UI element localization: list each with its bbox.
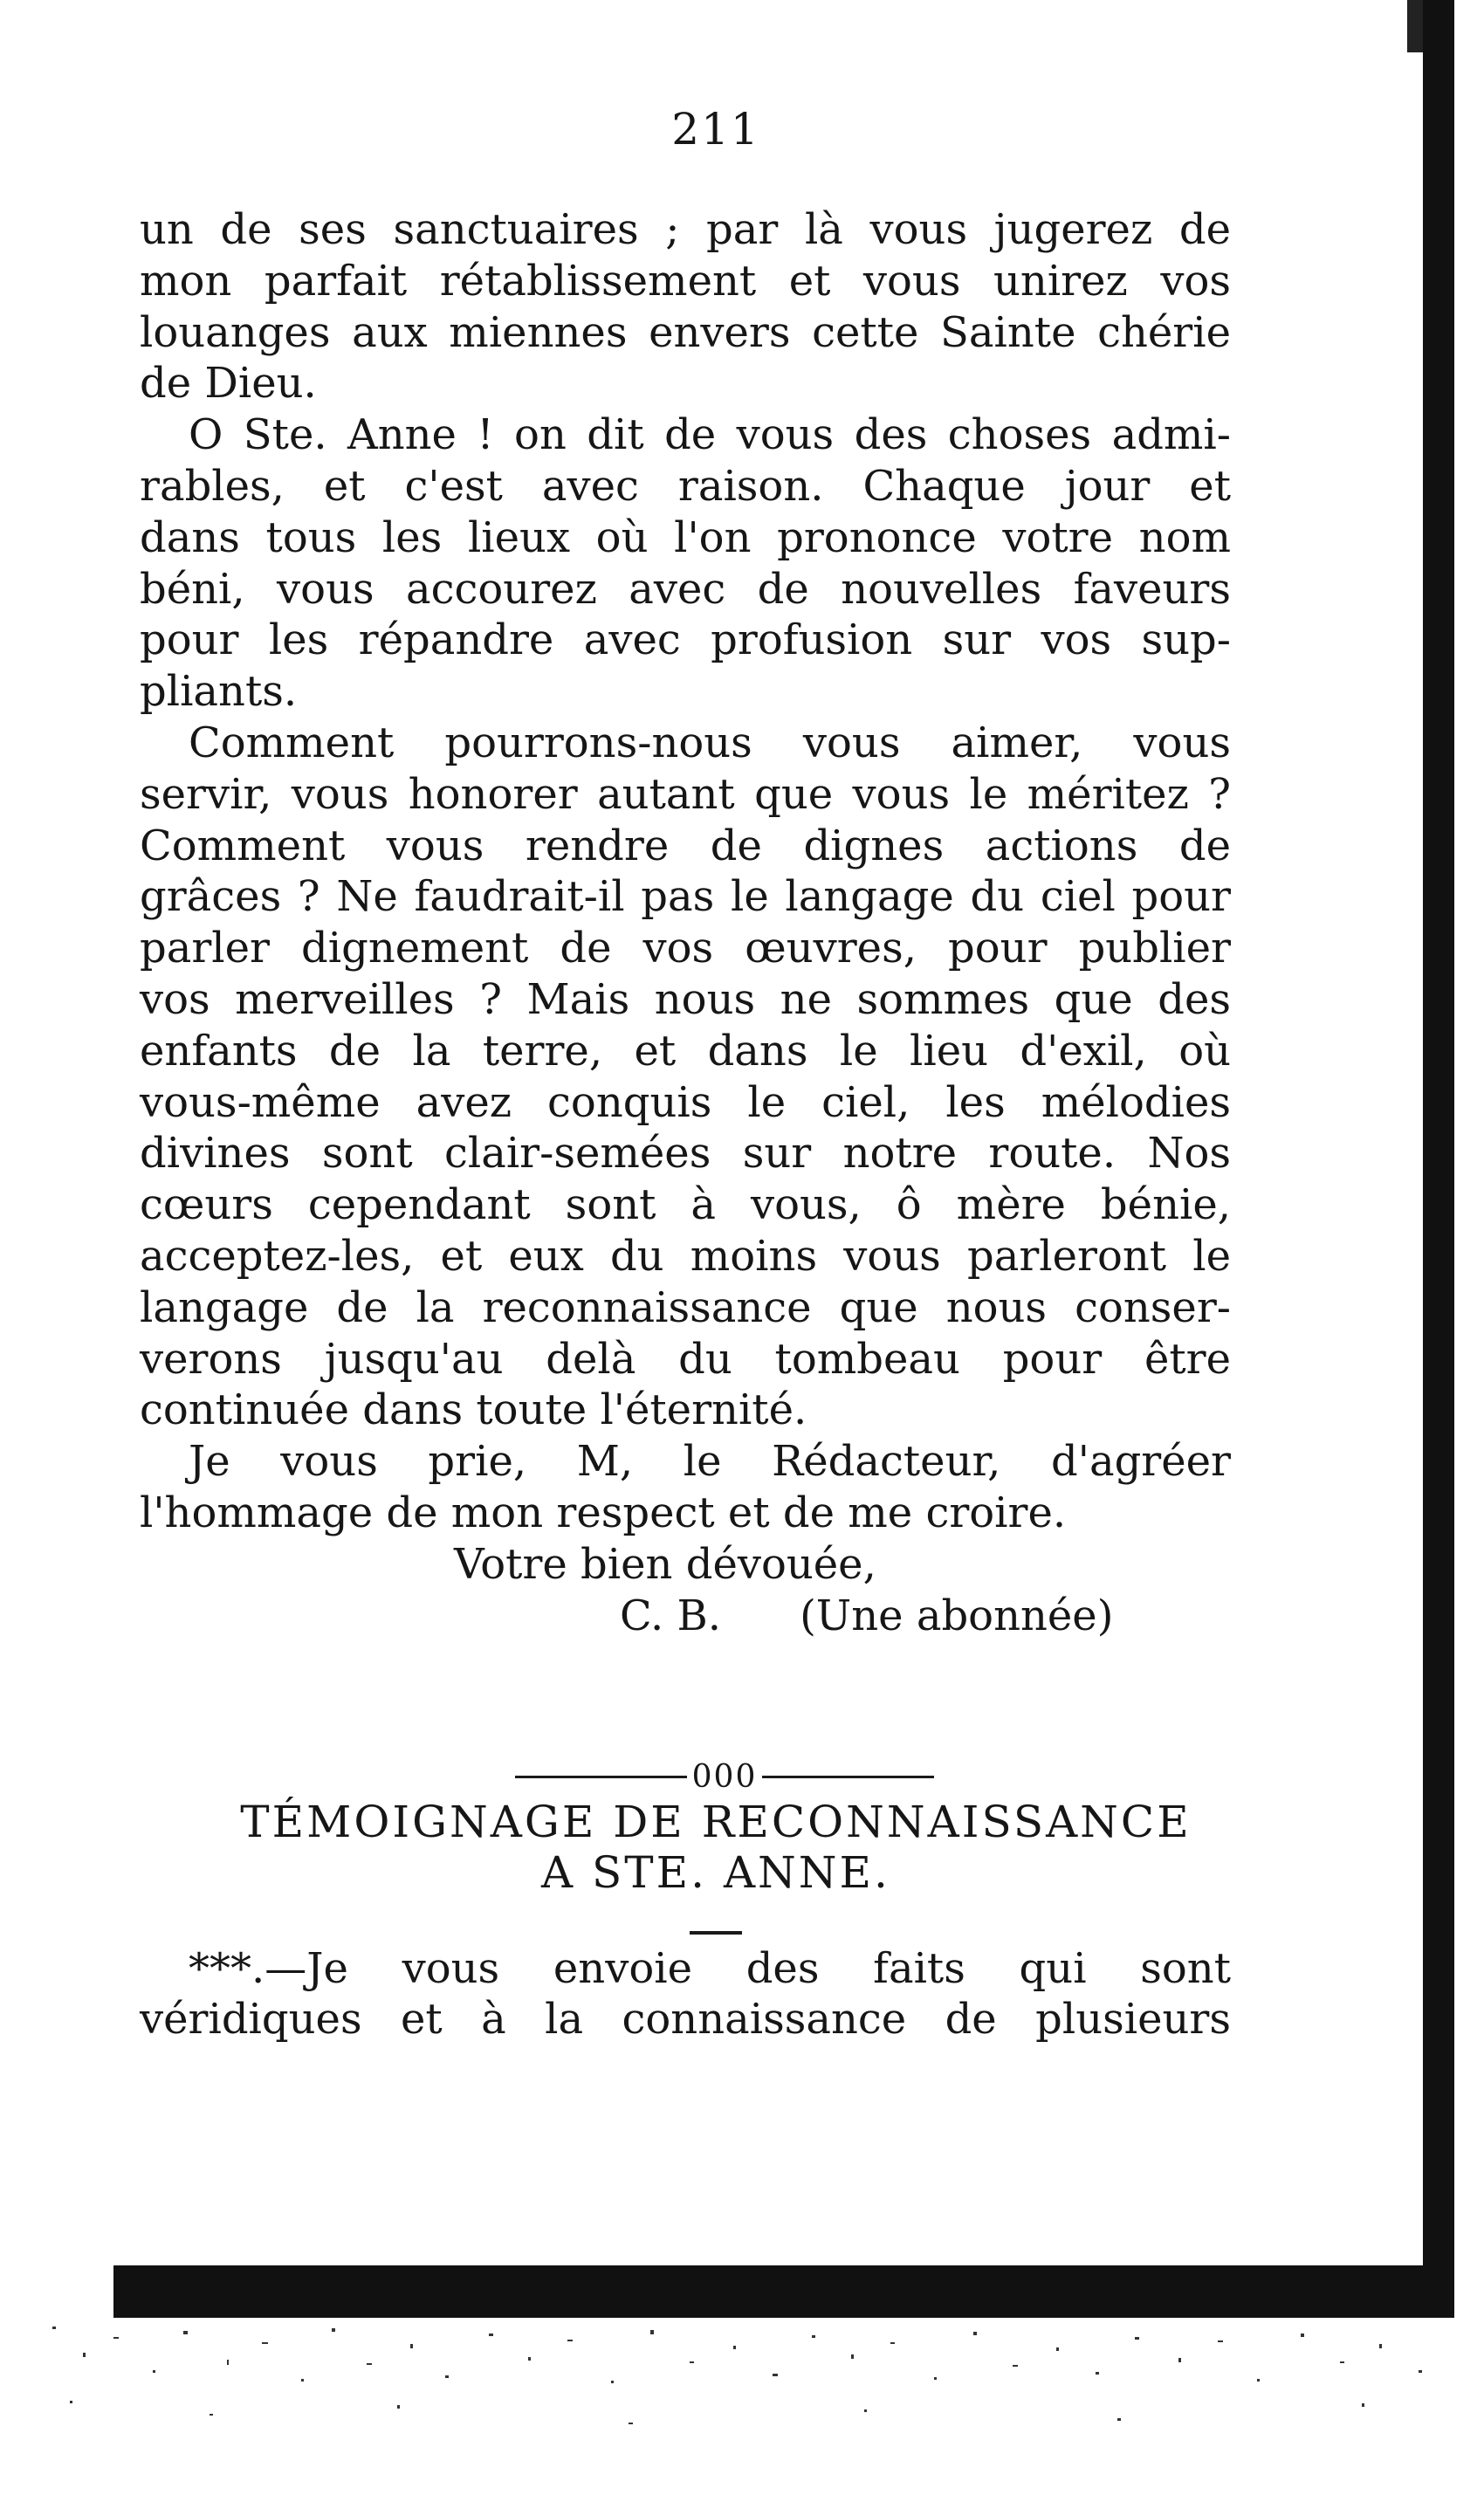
text-line: rables, et c'est avec raison. Chaque jour et xyxy=(140,461,1231,511)
next-article-text xyxy=(140,1943,1231,2045)
letter-paragraph-1 xyxy=(140,204,1231,409)
section-heading-line-1: TÉMOIGNAGE DE RECONNAISSANCE xyxy=(240,1797,1192,1847)
text-line: Comment pourrons-nous vous aimer, vous xyxy=(189,718,1231,767)
text-line: pour les répandre avec profusion sur vos sup- xyxy=(140,615,1231,665)
text-line: cœurs cependant sont à vous, ô mère bénie, xyxy=(140,1180,1231,1230)
text-line: langage de la reconnaissance que nous conser- xyxy=(140,1282,1231,1332)
letter-paragraph-2 xyxy=(140,409,1231,718)
text-line: pliants. xyxy=(140,667,298,717)
text-line: O Ste. Anne ! on dit de vous des choses admi- xyxy=(189,410,1231,460)
divider-rule-right xyxy=(762,1776,934,1778)
text-line: ***.—Je vous envoie des faits qui sont xyxy=(189,1944,1231,1993)
section-heading-line-2: A STE. ANNE. xyxy=(541,1847,890,1898)
letter-paragraph-4 xyxy=(140,1436,1231,1539)
text-line: continuée dans toute l'éternité. xyxy=(140,1385,807,1435)
signature-note: (Une abonnée) xyxy=(800,1591,1114,1640)
page-edge-shadow-right xyxy=(1423,0,1454,2265)
page-edge-notch xyxy=(1407,0,1423,52)
text-line: vous-même avez conquis le ciel, les mélodies xyxy=(140,1077,1231,1127)
text-line: servir, vous honorer autant que vous le méritez ? xyxy=(140,769,1231,819)
section-divider xyxy=(515,1759,934,1794)
signature-initials: C. B. xyxy=(620,1591,722,1640)
text-line: parler dignement de vos œuvres, pour publier xyxy=(140,924,1231,973)
text-line: acceptez-les, et eux du moins vous parleront le xyxy=(140,1231,1231,1281)
text-line: verons jusqu'au delà du tombeau pour être xyxy=(140,1334,1231,1384)
divider-rule-left xyxy=(515,1776,687,1778)
page-number: 211 xyxy=(671,104,760,155)
letter-body xyxy=(140,204,1231,1641)
text-line: un de ses sanctuaires ; par là vous jugerez de xyxy=(140,205,1231,254)
text-line: béni, vous accourez avec de nouvelles faveurs xyxy=(140,564,1231,614)
text-line: l'hommage de mon respect et de me croire. xyxy=(140,1488,1067,1537)
letter-closing: Votre bien dévouée, xyxy=(454,1539,876,1589)
text-line: louanges aux miennes envers cette Sainte chérie xyxy=(140,307,1231,357)
section-heading xyxy=(0,1797,1432,1898)
letter-signature xyxy=(140,1591,1231,1642)
text-line: dans tous les lieux où l'on prononce votre nom xyxy=(140,512,1231,562)
text-line: Comment vous rendre de dignes actions de xyxy=(140,821,1231,870)
text-line: divines sont clair-semées sur notre route. Nos xyxy=(140,1129,1231,1179)
page-edge-shadow-bottom xyxy=(113,2265,1454,2318)
text-line: Je vous prie, M, le Rédacteur, d'agréer xyxy=(189,1437,1231,1487)
text-line: grâces ? Ne faudrait-il pas le langage du ciel pour xyxy=(140,872,1231,922)
divider-mark: 000 xyxy=(691,1758,758,1795)
scan-noise xyxy=(0,2318,1484,2495)
text-line: mon parfait rétablissement et vous unirez vos xyxy=(140,256,1231,306)
text-line: vos merveilles ? Mais nous ne sommes que des xyxy=(140,974,1231,1024)
heading-dash xyxy=(690,1931,742,1935)
text-line: de Dieu. xyxy=(140,359,317,409)
letter-paragraph-3 xyxy=(140,718,1231,1436)
text-line: véridiques et à la connaissance de plusieurs xyxy=(140,1995,1231,2044)
text-line: enfants de la terre, et dans le lieu d'exil, où xyxy=(140,1026,1231,1076)
